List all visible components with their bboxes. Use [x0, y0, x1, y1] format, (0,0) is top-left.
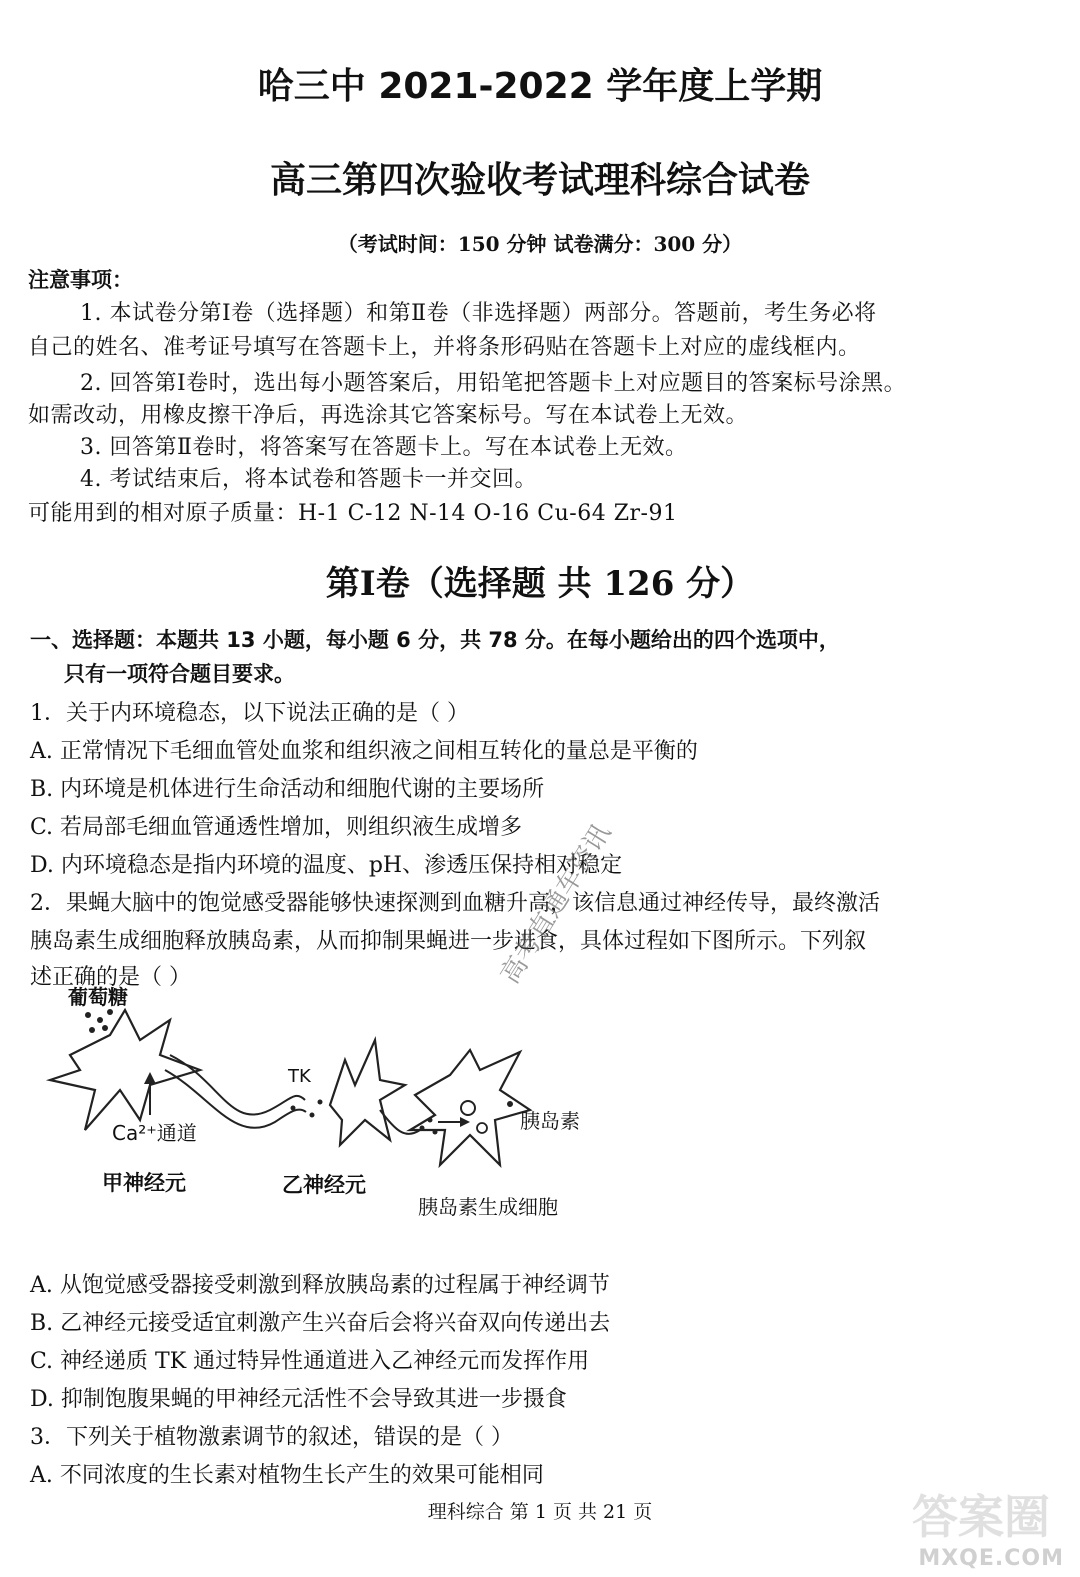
vesicle — [291, 1106, 296, 1111]
q2-option-a: A. 从饱觉感受器接受刺激到释放胰岛素的过程属于神经调节 — [30, 1273, 610, 1298]
neuron-a-shape — [50, 1010, 200, 1130]
label-glucose: 葡萄糖 — [68, 985, 128, 1009]
axon-a-to-b-outer — [165, 1070, 306, 1128]
page-footer: 理科综合 第 1 页 共 21 页 — [427, 1501, 653, 1523]
label-insulin: 胰岛素 — [520, 1109, 580, 1133]
glucose-dot — [107, 1009, 113, 1015]
q2-stem-line2: 胰岛素生成细胞释放胰岛素，从而抑制果蝇进一步进食，具体过程如下图所示。下列叙 — [30, 929, 867, 954]
notice-line-5: 3. 回答第Ⅱ卷时，将答案写在答题卡上。写在本试卷上无效。 — [80, 435, 688, 460]
axon-a-to-b — [170, 1055, 305, 1115]
insulin-cell-shape — [410, 1050, 530, 1165]
glucose-dot — [85, 1012, 91, 1018]
notice-line-3: 2. 回答第Ⅰ卷时，选出每小题答案后，用铅笔把答题卡上对应题目的答案标号涂黑。 — [80, 371, 907, 396]
q1-option-c: C. 若局部毛细血管通透性增加，则组织液生成增多 — [30, 815, 523, 840]
q2-stem-line3: 述正确的是（ ） — [30, 965, 191, 990]
label-tk: TK — [288, 1066, 311, 1087]
watermark: 高考直通车资讯 — [495, 818, 617, 990]
ca-channel-arrowhead — [144, 1072, 156, 1084]
insulin-cell-arrowhead — [460, 1117, 470, 1127]
label-ca-channel: Ca²⁺通道 — [112, 1121, 197, 1145]
atomic-mass-line: 可能用到的相对原子质量：H-1 C-12 N-14 O-16 Cu-64 Zr-91 — [28, 501, 678, 526]
q2-option-c: C. 神经递质 TK 通过特异性通道进入乙神经元而发挥作用 — [30, 1349, 590, 1374]
section-intro-line2: 只有一项符合题目要求。 — [64, 662, 295, 686]
corner-logo-site: MXQE.COM — [918, 1546, 1064, 1571]
notice-heading: 注意事项： — [28, 268, 133, 292]
notice-line-1: 1. 本试卷分第Ⅰ卷（选择题）和第Ⅱ卷（非选择题）两部分。答题前，考生务必将 — [80, 301, 877, 326]
neuron-diagram — [30, 980, 630, 1230]
q3-option-a: A. 不同浓度的生长素对植物生长产生的效果可能相同 — [30, 1463, 544, 1488]
q2-option-d: D. 抑制饱腹果蝇的甲神经元活性不会导致其进一步摄食 — [30, 1387, 567, 1412]
notice-line-2: 自己的姓名、准考证号填写在答题卡上，并将条形码贴在答题卡上对应的虚线框内。 — [28, 335, 861, 360]
q1-stem: 1．关于内环境稳态，以下说法正确的是（ ） — [30, 701, 469, 726]
notice-line-4: 如需改动，用橡皮擦干净后，再选涂其它答案标号。写在本试卷上无效。 — [28, 403, 749, 428]
glucose-dot — [102, 1025, 108, 1031]
page-title-line1: 哈三中 2021-2022 学年度上学期 — [257, 66, 823, 107]
page-title-line2: 高三第四次验收考试理科综合试卷 — [269, 160, 810, 201]
insulin-cell-vesicle — [477, 1123, 487, 1133]
exam-info: （考试时间：150 分钟 试卷满分：300 分） — [337, 232, 743, 256]
insulin-cell-nucleus — [461, 1101, 475, 1115]
label-neuron-b: 乙神经元 — [282, 1173, 366, 1197]
vesicle — [318, 1100, 323, 1105]
corner-logo: 答案圈 — [912, 1490, 1050, 1544]
q1-option-d: D. 内环境稳态是指内环境的温度、pH、渗透压保持相对稳定 — [30, 853, 623, 878]
section-intro-line1: 一、选择题：本题共 13 小题，每小题 6 分，共 78 分。在每小题给出的四个选项中， — [30, 628, 840, 652]
vesicle — [310, 1113, 315, 1118]
label-insulin-cell: 胰岛素生成细胞 — [418, 1195, 558, 1219]
section-title: 第Ⅰ卷（选择题 共 126 分） — [325, 564, 755, 604]
q3-stem: 3．下列关于植物激素调节的叙述，错误的是（ ） — [30, 1425, 513, 1450]
q1-option-b: B. 内环境是机体进行生命活动和细胞代谢的主要场所 — [30, 777, 545, 802]
glucose-dot — [97, 1017, 103, 1023]
insulin-dot — [507, 1101, 513, 1107]
q2-option-b: B. 乙神经元接受适宜刺激产生兴奋后会将兴奋双向传递出去 — [30, 1311, 611, 1336]
neuron-b-shape — [330, 1040, 405, 1145]
q2-stem-line1: 2．果蝇大脑中的饱觉感受器能够快速探测到血糖升高，该信息通过神经传导，最终激活 — [30, 891, 880, 916]
notice-line-6: 4. 考试结束后，将本试卷和答题卡一并交回。 — [80, 467, 537, 492]
glucose-dot — [89, 1027, 95, 1033]
q1-option-a: A. 正常情况下毛细血管处血浆和组织液之间相互转化的量总是平衡的 — [30, 739, 698, 764]
label-neuron-a: 甲神经元 — [102, 1171, 186, 1195]
